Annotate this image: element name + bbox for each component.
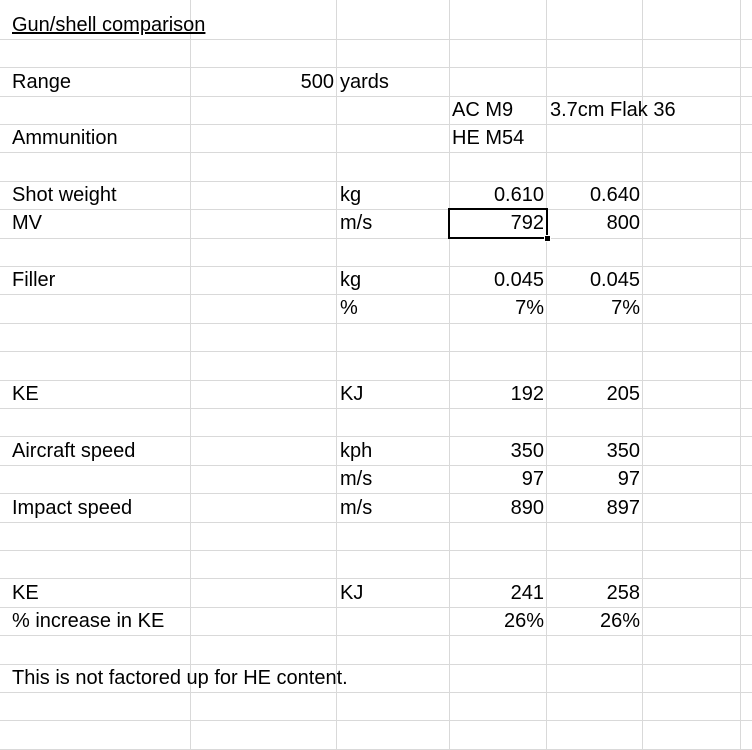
row-label[interactable]: % increase in KE	[12, 610, 165, 632]
row-unit[interactable]: kg	[340, 269, 362, 291]
row-unit[interactable]: kph	[340, 440, 373, 462]
range-value[interactable]: 500	[300, 71, 334, 93]
row-unit[interactable]: m/s	[340, 212, 373, 234]
cell-ac[interactable]: 792	[510, 212, 544, 234]
cell-flak[interactable]: 205	[606, 383, 640, 405]
row-unit[interactable]: KJ	[340, 383, 364, 405]
row-divider	[0, 351, 752, 352]
column-divider	[190, 0, 191, 750]
column-header-flak[interactable]: 3.7cm Flak 36	[550, 99, 676, 121]
row-label[interactable]: KE	[12, 582, 39, 604]
selected-cell-border	[448, 208, 548, 239]
cell-flak[interactable]: 258	[606, 582, 640, 604]
row-label[interactable]: Shot weight	[12, 184, 117, 206]
fill-handle[interactable]	[544, 235, 551, 242]
cell-flak[interactable]: 97	[617, 468, 640, 490]
cell-flak[interactable]: 897	[606, 497, 640, 519]
cell-flak[interactable]: 0.045	[589, 269, 640, 291]
row-unit[interactable]: kg	[340, 184, 362, 206]
row-unit[interactable]: %	[340, 297, 358, 319]
ammunition-value[interactable]: HE M54	[452, 127, 525, 149]
row-divider	[0, 635, 752, 636]
column-divider	[449, 0, 450, 750]
column-divider	[546, 0, 547, 750]
cell-ac[interactable]: 97	[521, 468, 544, 490]
row-unit[interactable]: m/s	[340, 497, 373, 519]
column-divider	[336, 0, 337, 750]
row-label[interactable]: MV	[12, 212, 42, 234]
cell-flak[interactable]: 0.640	[589, 184, 640, 206]
row-divider	[0, 550, 752, 551]
note-text[interactable]: This is not factored up for HE content.	[12, 667, 348, 689]
cell-ac[interactable]: 350	[510, 440, 544, 462]
column-header-ac[interactable]: AC M9	[452, 99, 514, 121]
cell-flak[interactable]: 26%	[599, 610, 640, 632]
cell-ac[interactable]: 26%	[503, 610, 544, 632]
row-label[interactable]: KE	[12, 383, 39, 405]
cell-ac[interactable]: 7%	[515, 297, 544, 319]
cell-flak[interactable]: 800	[606, 212, 640, 234]
sheet-title[interactable]: Gun/shell comparison	[12, 14, 206, 36]
row-unit[interactable]: KJ	[340, 582, 364, 604]
cell-ac[interactable]: 192	[510, 383, 544, 405]
column-divider	[740, 0, 741, 750]
row-divider	[0, 323, 752, 324]
cell-ac[interactable]: 0.610	[493, 184, 544, 206]
cell-ac[interactable]: 241	[510, 582, 544, 604]
range-unit[interactable]: yards	[340, 71, 389, 93]
row-unit[interactable]: m/s	[340, 468, 373, 490]
cell-flak[interactable]: 350	[606, 440, 640, 462]
row-divider	[0, 720, 752, 721]
cell-ac[interactable]: 0.045	[493, 269, 544, 291]
row-divider	[0, 408, 752, 409]
row-label[interactable]: Filler	[12, 269, 56, 291]
row-divider	[0, 152, 752, 153]
row-divider	[0, 238, 752, 239]
cell-flak[interactable]: 7%	[611, 297, 640, 319]
range-label[interactable]: Range	[12, 71, 71, 93]
row-label[interactable]: Aircraft speed	[12, 440, 136, 462]
ammunition-label[interactable]: Ammunition	[12, 127, 118, 149]
row-divider	[0, 39, 752, 40]
cell-ac[interactable]: 890	[510, 497, 544, 519]
row-divider	[0, 692, 752, 693]
row-label[interactable]: Impact speed	[12, 497, 133, 519]
row-divider	[0, 522, 752, 523]
